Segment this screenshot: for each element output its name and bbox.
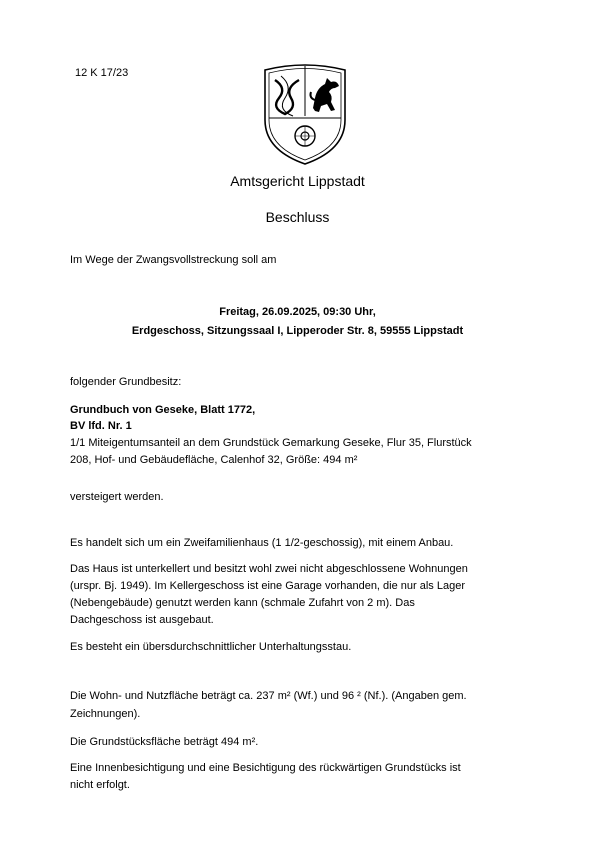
property-label: folgender Grundbesitz: [70,376,182,388]
inspection-line-1: Eine Innenbesichtigung und eine Besichtigung des rückwärtigen Grundstücks ist [70,762,461,774]
document-title: Beschluss [265,209,330,225]
house-description-line-3: (Nebengebäude) genutzt werden kann (schmale Zufahrt von 2 m). Das [70,597,415,609]
living-area-line-2: Zeichnungen). [70,708,141,720]
house-description-line-4: Dachgeschoss ist ausgebaut. [70,614,214,626]
case-number: 12 K 17/23 [75,67,129,79]
coat-of-arms-logo [255,58,355,168]
house-type: Es handelt sich um ein Zweifamilienhaus (1 1/2-geschossig), mit einem Anbau. [70,537,454,549]
register-entry: BV lfd. Nr. 1 [70,420,132,432]
property-description-line-2: 208, Hof- und Gebäudefläche, Calenhof 32, Größe: 494 m² [70,454,358,466]
house-description-line-1: Das Haus ist unterkellert und besitzt wohl zwei nicht abgeschlossene Wohnungen [70,563,468,575]
hearing-date: Freitag, 26.09.2025, 09:30 Uhr, [219,306,376,318]
land-register: Grundbuch von Geseke, Blatt 1772, [70,404,256,416]
maintenance-note: Es besteht ein übersdurchschnittlicher Unterhaltungsstau. [70,641,352,653]
intro-text: Im Wege der Zwangsvollstreckung soll am [70,254,277,266]
hearing-place: Erdgeschoss, Sitzungssaal I, Lipperoder Str. 8, 59555 Lippstadt [131,325,464,337]
plot-area: Die Grundstücksfläche beträgt 494 m². [70,736,259,748]
court-name: Amtsgericht Lippstadt [230,173,365,189]
auction-text: versteigert werden. [70,491,164,503]
property-description-line-1: 1/1 Miteigentumsanteil an dem Grundstück Gemarkung Geseke, Flur 35, Flurstück [70,437,472,449]
inspection-line-2: nicht erfolgt. [70,779,130,791]
hearing-info [0,303,595,341]
house-description-line-2: (urspr. Bj. 1949). Im Kellergeschoss ist eine Garage vorhanden, die nur als Lager [70,580,465,592]
living-area-line-1: Die Wohn- und Nutzfläche beträgt ca. 237 m² (Wf.) und 96 ² (Nf.). (Angaben gem. [70,690,467,702]
